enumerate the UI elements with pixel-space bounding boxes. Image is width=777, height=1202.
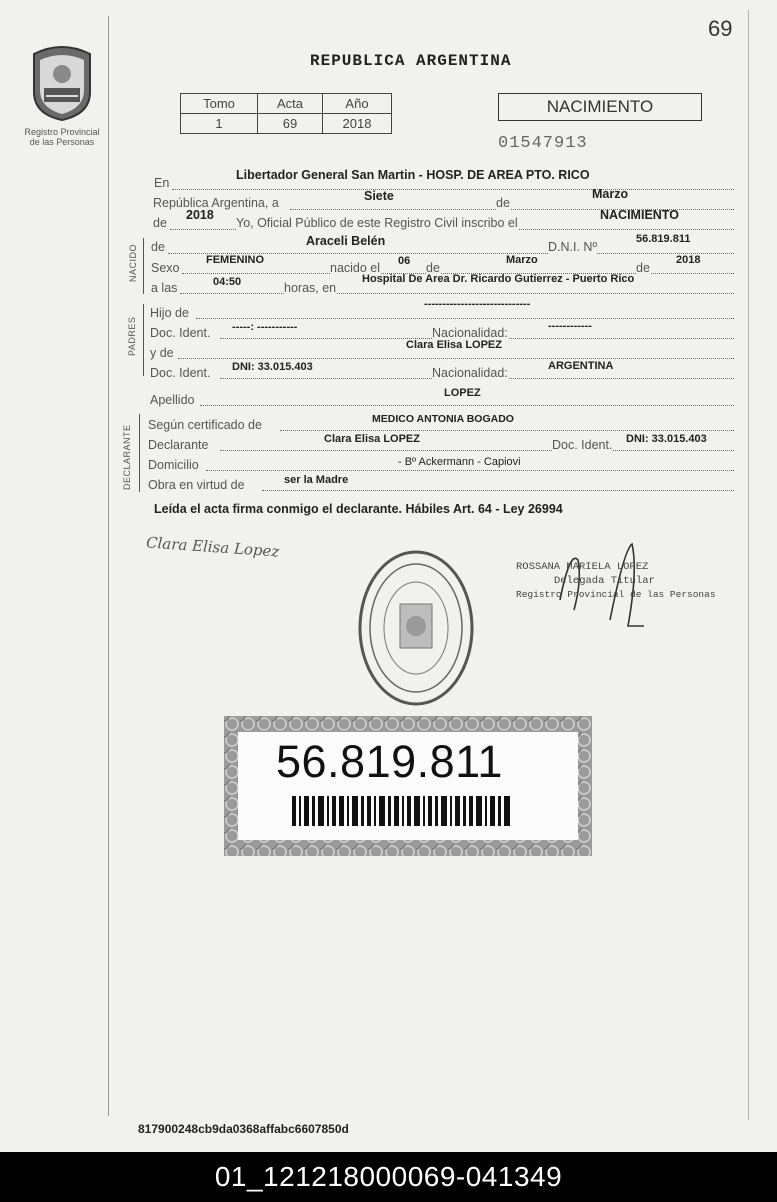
de-label: de [426,261,440,275]
official-name: ROSSANA MARIELA LOPEZ [516,561,649,573]
registry-line-2: de las Personas [29,137,95,147]
value-anio: 2018 [323,114,392,134]
header-tomo: Tomo [181,94,258,114]
section-bracket [136,414,140,492]
nacionalidad-label: Nacionalidad: [432,366,508,380]
section-bracket [140,304,144,376]
registration-day: Siete [364,189,394,203]
birth-month: Marzo [506,254,538,266]
alas-label: a las [151,281,178,295]
page-edge [748,10,749,1120]
footer-identifier: 01_121218000069-041349 [0,1152,777,1202]
father-doc: -----: ----------- [232,321,298,333]
barcode-icon [292,796,512,826]
de-label: de [151,240,165,254]
dotted-line [180,293,734,294]
child-dni: 56.819.811 [636,233,691,245]
de-label: de [153,216,167,230]
apellido-label: Apellido [150,393,195,407]
dotted-line [172,189,734,190]
mother-nationality: ARGENTINA [548,360,614,372]
declarante-name: Clara Elisa LOPEZ [324,433,420,445]
declarante-section-label: DECLARANTE [122,424,132,490]
birth-day: 06 [398,255,411,267]
page-edge [108,16,109,1116]
country-title: REPUBLICA ARGENTINA [310,52,512,70]
child-sex: FEMENINO [206,254,265,266]
provincial-crest-icon [26,44,98,122]
document-hash: 817900248cb9da0368affabc6607850d [138,1122,349,1136]
oficial-text: Yo, Oficial Público de este Registro Civil inscribo el [236,216,518,230]
record-type-box: NACIMIENTO [498,93,702,121]
domicilio-value: - Bº Ackermann - Capiovi [398,456,521,468]
header-acta: Acta [258,94,323,114]
mother-doc: DNI: 33.015.403 [232,361,313,373]
registration-month: Marzo [592,187,629,201]
value-acta: 69 [258,114,323,134]
child-name: Araceli Belén [306,234,386,248]
declarante-doc: DNI: 33.015.403 [626,433,707,445]
nacido-section-label: NACIDO [128,243,138,282]
padres-section-label: PADRES [127,316,137,356]
dotted-line [220,450,734,451]
registration-year: 2018 [186,208,214,222]
doc-ident-label: Doc. Ident. [150,326,211,340]
dotted-line [280,430,734,431]
republica-label: República Argentina, a [153,196,279,210]
declarant-signature: Clara Elisa Lopez [145,533,280,561]
dotted-line [206,470,734,471]
nacido-el-label: nacido el [330,261,381,275]
sticker-number: 56.819.811 [276,736,503,787]
dotted-line [262,490,734,491]
en-label: En [154,176,170,190]
section-bracket [140,238,144,294]
registry-line-1: Registro Provincial [24,127,100,137]
serial-number: 01547913 [498,134,588,153]
header-anio: Año [323,94,392,114]
nacionalidad-label: Nacionalidad: [432,326,508,340]
page-number: 69 [708,16,733,41]
registration-place: Libertador General San Martin - HOSP. DE AREA PTO. RICO [236,168,590,182]
obra-label: Obra en virtud de [148,478,245,492]
mother-name: Clara Elisa LOPEZ [406,339,502,351]
certificado-value: MEDICO ANTONIA BOGADO [372,413,514,425]
registry-label [8,127,116,147]
doc-ident-label: Doc. Ident. [150,366,211,380]
de-label: de [496,196,510,210]
birth-time: 04:50 [213,276,242,288]
value-tomo: 1 [181,114,258,134]
sexo-label: Sexo [151,261,180,275]
inscribed-type: NACIMIENTO [600,208,679,222]
birth-place: Hospital De Area Dr. Ricardo Gutierrez - Puerto Rico [362,273,635,285]
father-name: ----------------------------- [424,298,531,310]
dotted-line [200,405,734,406]
closing-statement: Leída el acta firma conmigo el declarante. Hábiles Art. 64 - Ley 26994 [154,502,563,516]
official-office: Registro Provincial de las Personas [516,589,716,600]
dotted-line [196,318,734,319]
de-label: de [636,261,650,275]
dotted-line [178,358,734,359]
certificado-label: Según certificado de [148,418,262,432]
domicilio-label: Domicilio [148,458,199,472]
doc-ident-label: Doc. Ident. [552,438,613,452]
obra-value: ser la Madre [284,474,349,486]
apellido-value: LOPEZ [444,387,481,399]
official-role: Delegada Titular [554,575,655,587]
horas-label: horas, en [284,281,337,295]
official-seal-icon [356,548,476,708]
declarante-label: Declarante [148,438,209,452]
birth-year: 2018 [676,254,701,266]
record-table [180,93,392,134]
official-stamp-text [516,560,716,602]
dni-label: D.N.I. Nº [548,240,598,254]
hijo-de-label: Hijo de [150,306,189,320]
y-de-label: y de [150,346,174,360]
father-nationality: ------------ [548,320,592,332]
